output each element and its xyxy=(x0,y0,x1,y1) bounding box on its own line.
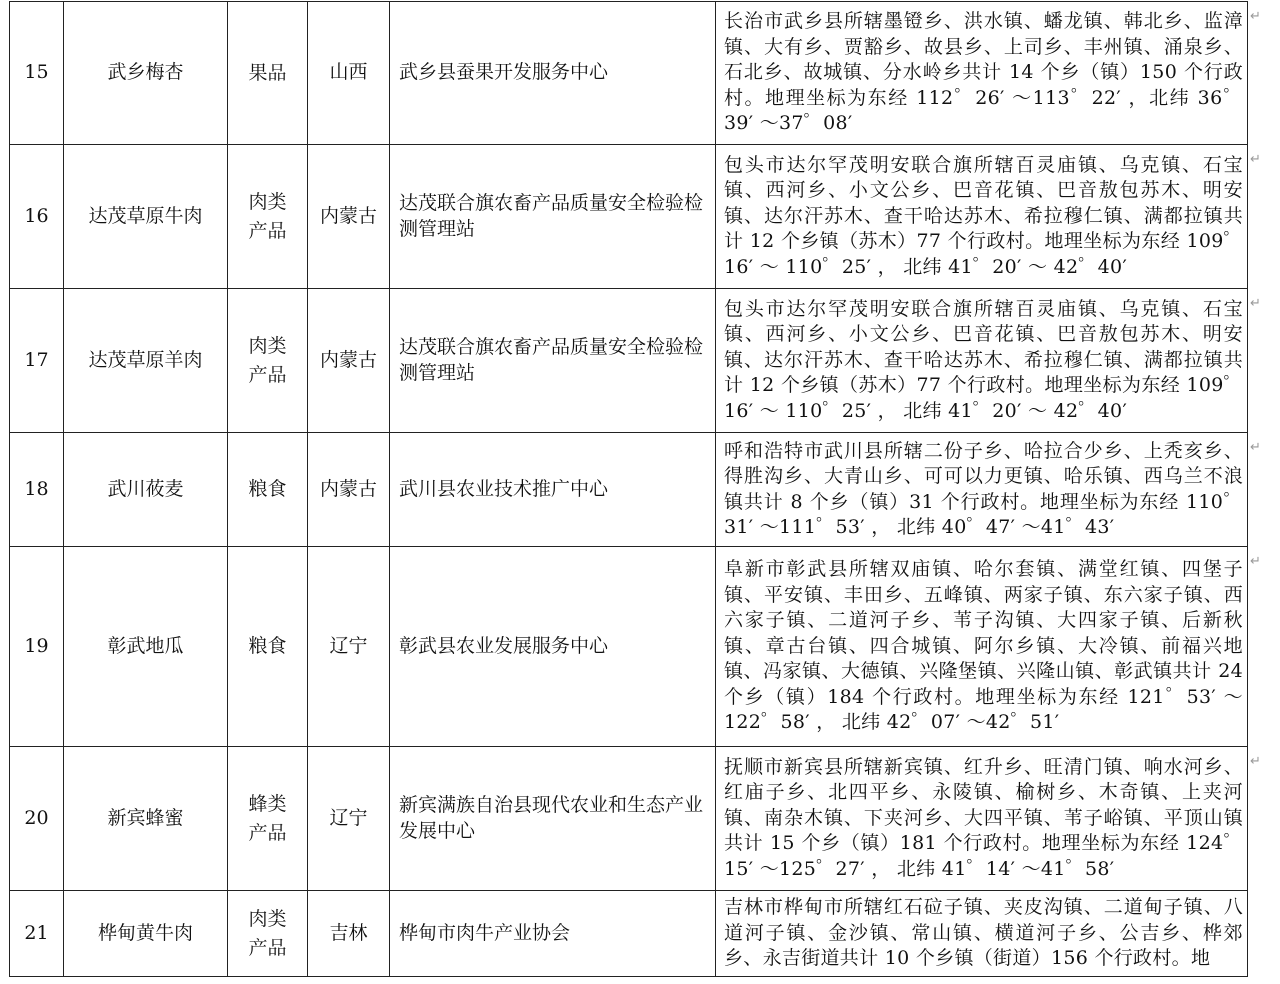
scope-text: 呼和浩特市武川县所辖二份子乡、哈拉合少乡、上秃亥乡、得胜沟乡、大青山乡、可可以力更镇、哈乐镇、西乌兰不浪镇共计 8 个乡（镇）31 个行政村。地理坐标为东经 110゜31′ ～111゜53′ ， 北纬 40゜47′ ～41゜43′ xyxy=(724,439,1243,538)
table-row xyxy=(10,433,1248,547)
applicant-organization: 武乡县蚕果开发服务中心 xyxy=(390,2,716,145)
applicant-organization: 桦甸市肉牛产业协会 xyxy=(390,891,716,977)
province: 内蒙古 xyxy=(308,433,390,547)
product-category xyxy=(228,547,308,747)
product-category xyxy=(228,747,308,891)
protection-scope xyxy=(716,747,1248,891)
protection-scope xyxy=(716,289,1248,433)
category-text: 果品 xyxy=(248,61,287,84)
paragraph-mark-icon: ↵ xyxy=(1250,754,1261,769)
row-number: 20 xyxy=(10,747,64,891)
table-row xyxy=(10,289,1248,433)
row-number: 21 xyxy=(10,891,64,977)
product-name: 彰武地瓜 xyxy=(64,547,228,747)
paragraph-mark-icon: ↵ xyxy=(1250,296,1261,311)
table-row xyxy=(10,145,1248,289)
row-number: 18 xyxy=(10,433,64,547)
applicant-organization: 达茂联合旗农畜产品质量安全检验检测管理站 xyxy=(390,145,716,289)
category-text: 粮食 xyxy=(248,478,287,500)
province: 山西 xyxy=(308,2,390,145)
product-name: 达茂草原牛肉 xyxy=(64,145,228,289)
product-name: 武乡梅杏 xyxy=(64,2,228,145)
scope-text: 抚顺市新宾县所辖新宾镇、红升乡、旺清门镇、响水河乡、红庙子乡、北四平乡、永陵镇、榆树乡、木奇镇、上夹河镇、南杂木镇、下夹河乡、大四平镇、苇子峪镇、平顶山镇共计 15 个乡（镇）181 个行政村。地理坐标为东经 124゜15′ ～125゜27′ ， 北纬 41゜14′ ～41゜58′ xyxy=(724,755,1243,880)
protection-scope xyxy=(716,2,1248,145)
protection-scope xyxy=(716,433,1248,547)
protection-scope xyxy=(716,145,1248,289)
category-text: 肉类产品 xyxy=(248,190,287,242)
category-text: 肉类产品 xyxy=(248,334,287,386)
product-name: 新宾蜂蜜 xyxy=(64,747,228,891)
row-number: 17 xyxy=(10,289,64,433)
row-number: 19 xyxy=(10,547,64,747)
applicant-organization: 达茂联合旗农畜产品质量安全检验检测管理站 xyxy=(390,289,716,433)
product-category xyxy=(228,891,308,977)
row-number: 15 xyxy=(10,2,64,145)
province: 内蒙古 xyxy=(308,289,390,433)
paragraph-mark-icon: ↵ xyxy=(1250,9,1261,24)
paragraph-mark-icon: ↵ xyxy=(1250,554,1261,569)
scope-text: 长治市武乡县所辖墨镫乡、洪水镇、蟠龙镇、韩北乡、监漳镇、大有乡、贾豁乡、故县乡、上司乡、丰州镇、涌泉乡、石北乡、故城镇、分水岭乡共计 14 个乡（镇）150 个行政村。地理坐标为东经 112゜26′ ～113゜22′ ，北纬 36゜39′ ～37゜08′ xyxy=(724,10,1243,135)
product-name: 桦甸黄牛肉 xyxy=(64,891,228,977)
paragraph-mark-icon: ↵ xyxy=(1250,440,1261,455)
product-category xyxy=(228,433,308,547)
protection-scope xyxy=(716,891,1248,977)
table-row xyxy=(10,891,1248,977)
province: 辽宁 xyxy=(308,547,390,747)
table-row xyxy=(10,2,1248,145)
product-category xyxy=(228,145,308,289)
protection-scope xyxy=(716,547,1248,747)
scope-text: 包头市达尔罕茂明安联合旗所辖百灵庙镇、乌克镇、石宝镇、西河乡、小文公乡、巴音花镇、巴音敖包苏木、明安镇、达尔汗苏木、查干哈达苏木、希拉穆仁镇、满都拉镇共计 12 个乡镇（苏木）77 个行政村。地理坐标为东经 109゜16′ ～ 110゜25′ ， 北纬 41゜20′ ～ 42゜40′ xyxy=(724,153,1243,278)
product-category xyxy=(228,2,308,145)
category-text: 粮食 xyxy=(248,635,287,657)
province: 辽宁 xyxy=(308,747,390,891)
applicant-organization: 武川县农业技术推广中心 xyxy=(390,433,716,547)
province: 内蒙古 xyxy=(308,145,390,289)
category-text: 蜂类产品 xyxy=(248,792,287,844)
product-category xyxy=(228,289,308,433)
row-number: 16 xyxy=(10,145,64,289)
product-name: 达茂草原羊肉 xyxy=(64,289,228,433)
table-row xyxy=(10,547,1248,747)
applicant-organization: 新宾满族自治县现代农业和生态产业发展中心 xyxy=(390,747,716,891)
registry-table xyxy=(9,1,1248,977)
table-row xyxy=(10,747,1248,891)
province: 吉林 xyxy=(308,891,390,977)
scope-text: 阜新市彰武县所辖双庙镇、哈尔套镇、满堂红镇、四堡子镇、平安镇、丰田乡、五峰镇、两家子镇、东六家子镇、西六家子镇、二道河子乡、苇子沟镇、大四家子镇、后新秋镇、章古台镇、四合城镇、阿尔乡镇、大冷镇、前福兴地镇、冯家镇、大德镇、兴隆堡镇、兴隆山镇、彰武镇共计 24 个乡（镇）184 个行政村。地理坐标为东经 121゜53′ ～122゜58′ ， 北纬 42゜07′ ～42゜51′ xyxy=(724,558,1243,734)
product-name: 武川莜麦 xyxy=(64,433,228,547)
scope-text: 吉林市桦甸市所辖红石砬子镇、夹皮沟镇、二道甸子镇、八道河子镇、金沙镇、常山镇、横道河子乡、公吉乡、桦郊乡、永吉街道共计 10 个乡镇（街道）156 个行政村。地 xyxy=(724,896,1243,970)
paragraph-mark-icon: ↵ xyxy=(1250,152,1261,167)
applicant-organization: 彰武县农业发展服务中心 xyxy=(390,547,716,747)
category-text: 肉类产品 xyxy=(248,907,287,959)
scope-text: 包头市达尔罕茂明安联合旗所辖百灵庙镇、乌克镇、石宝镇、西河乡、小文公乡、巴音花镇、巴音敖包苏木、明安镇、达尔汗苏木、查干哈达苏木、希拉穆仁镇、满都拉镇共计 12 个乡镇（苏木）77 个行政村。地理坐标为东经 109゜16′ ～ 110゜25′ ， 北纬 41゜20′ ～ 42゜40′ xyxy=(724,297,1243,422)
